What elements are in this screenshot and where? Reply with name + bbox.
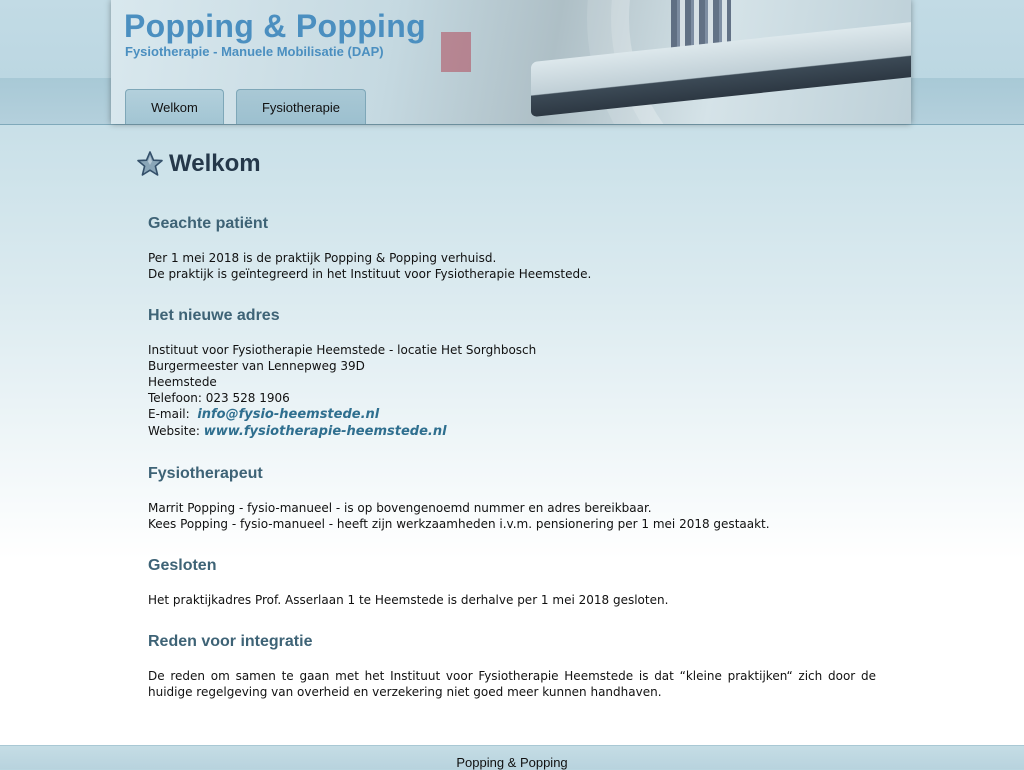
tab-welkom[interactable]: Welkom bbox=[125, 89, 224, 124]
section-heading: Het nieuwe adres bbox=[148, 307, 280, 324]
section-fysiotherapeut bbox=[148, 465, 876, 532]
phone-line: Telefoon: 023 528 1906 bbox=[148, 391, 290, 405]
section-text: Kees Popping - fysio-manueel - heeft zijn werkzaamheden i.v.m. pensionering per 1 mei 2018 gestaakt. bbox=[148, 517, 770, 531]
email-line bbox=[148, 406, 876, 423]
top-divider bbox=[0, 124, 1024, 125]
email-label: E-mail: bbox=[148, 407, 190, 421]
section-reden bbox=[148, 633, 876, 700]
section-heading: Reden voor integratie bbox=[148, 633, 313, 650]
address-line: Burgermeester van Lennepweg 39D bbox=[148, 359, 365, 373]
website-link[interactable]: www.fysiotherapie-heemstede.nl bbox=[203, 424, 447, 439]
section-text: De reden om samen te gaan met het Instituut voor Fysiotherapie Heemstede is dat “kleine praktijken“ zich door de huidige regelgeving van overheid en verzekering niet goed meer kunnen handhaven. bbox=[148, 669, 876, 699]
site-footer bbox=[0, 745, 1024, 769]
section-text: De praktijk is geïntegreerd in het Instituut voor Fysiotherapie Heemstede. bbox=[148, 267, 592, 281]
section-heading: Gesloten bbox=[148, 557, 217, 574]
section-text: Marrit Popping - fysio-manueel - is op bovengenoemd nummer en adres bereikbaar. bbox=[148, 501, 652, 515]
website-line bbox=[148, 423, 876, 440]
address-line: Instituut voor Fysiotherapie Heemstede - locatie Het Sorghbosch bbox=[148, 343, 537, 357]
section-gesloten bbox=[148, 557, 876, 608]
section-text: Het praktijkadres Prof. Asserlaan 1 te Heemstede is derhalve per 1 mei 2018 gesloten. bbox=[148, 593, 669, 607]
section-patient bbox=[148, 215, 876, 282]
page-title-text: Welkom bbox=[169, 150, 261, 177]
site-header bbox=[111, 0, 911, 124]
address-line: Heemstede bbox=[148, 375, 217, 389]
page-title bbox=[137, 150, 261, 178]
footer-text: Popping & Popping bbox=[456, 755, 568, 770]
section-adres bbox=[148, 307, 876, 440]
star-icon bbox=[137, 151, 163, 177]
tab-fysiotherapie[interactable]: Fysiotherapie bbox=[236, 89, 366, 124]
website-label: Website: bbox=[148, 424, 200, 438]
site-title: Popping & Popping bbox=[124, 8, 426, 44]
section-text: Per 1 mei 2018 is de praktijk Popping & Popping verhuisd. bbox=[148, 251, 497, 265]
section-heading: Fysiotherapeut bbox=[148, 465, 263, 482]
section-heading: Geachte patiënt bbox=[148, 215, 269, 232]
site-subtitle: Fysiotherapie - Manuele Mobilisatie (DAP) bbox=[125, 44, 384, 59]
header-photo-detail bbox=[441, 32, 471, 72]
email-link[interactable]: info@fysio-heemstede.nl bbox=[197, 407, 380, 422]
